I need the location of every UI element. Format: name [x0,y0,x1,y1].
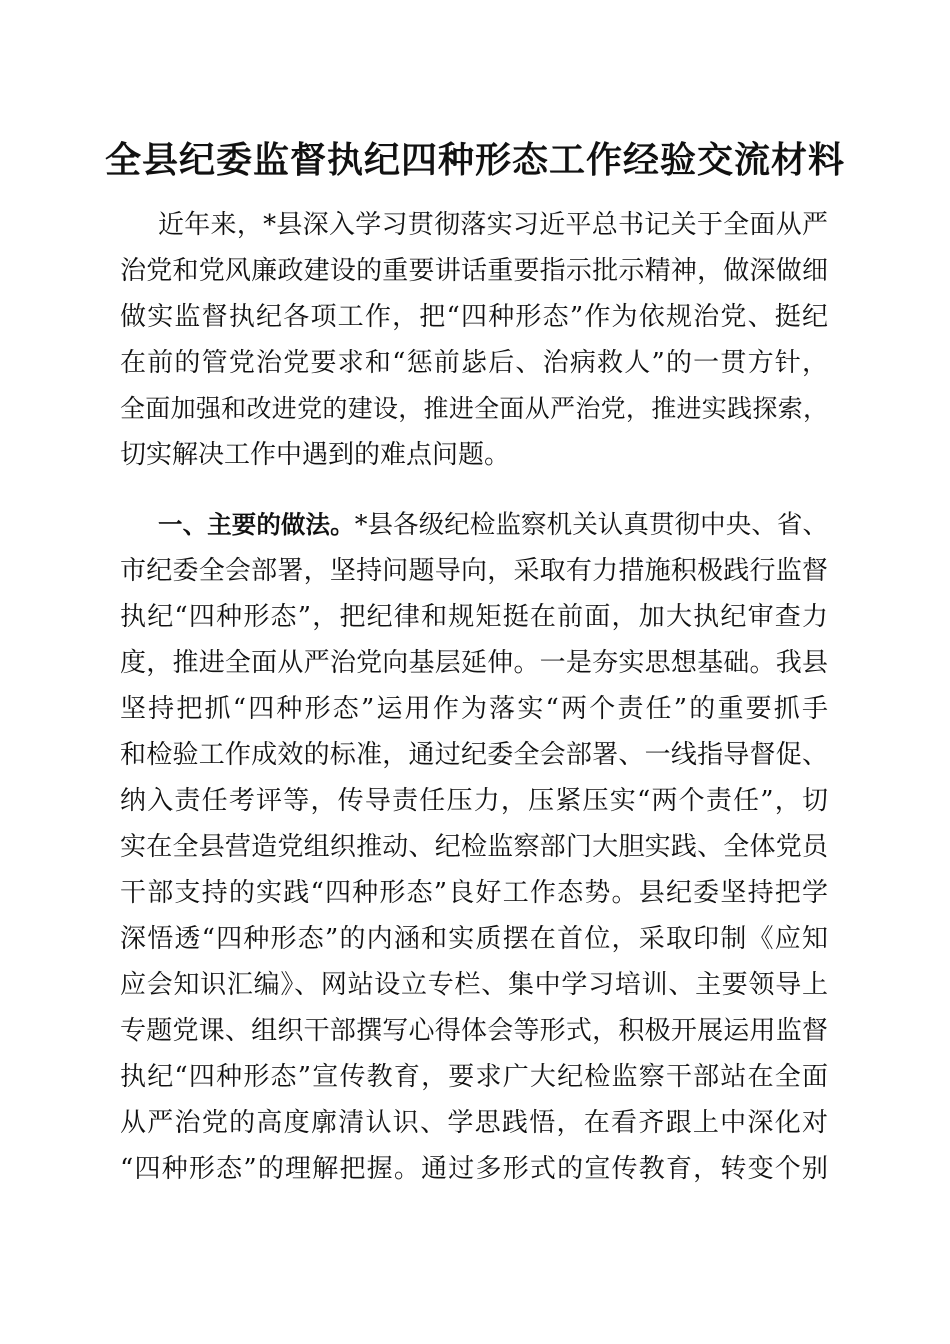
intro-line: 治党和党风廉政建设的重要讲话重要指示批示精神，做深做细 [120,256,828,286]
body-line: 专题党课、组织干部撰写心得体会等形式，积极开展运用监督 [120,1016,828,1046]
body-line: 纳入责任考评等，传导责任压力，压紧压实“两个责任”，切 [120,786,828,816]
body-line: “四种形态”的理解把握。通过多形式的宣传教育，转变个别 [120,1154,828,1184]
section-first-line [158,504,828,546]
body-line: 坚持把抓“四种形态”运用作为落实“两个责任”的重要抓手 [120,694,828,724]
intro-line: 在前的管党治党要求和“惩前毖后、治病救人”的一贯方针， [120,348,828,378]
body-line: 执纪“四种形态”宣传教育，要求广大纪检监察干部站在全面 [120,1062,828,1092]
section-first-line-text: *县各级纪检监察机关认真贯彻中央、省、 [354,510,828,540]
document-title: 全县纪委监督执纪四种形态工作经验交流材料 [104,139,845,181]
body-line: 从严治党的高度廓清认识、学思践悟，在看齐跟上中深化对 [120,1108,828,1138]
body-line: 应会知识汇编》、网站设立专栏、集中学习培训、主要领导上 [120,970,828,1000]
intro-line: 近年来，*县深入学习贯彻落实习近平总书记关于全面从严 [158,210,828,240]
intro-line: 做实监督执纪各项工作，把“四种形态”作为依规治党、挺纪 [120,302,828,332]
body-line: 和检验工作成效的标准，通过纪委全会部署、一线指导督促、 [120,740,828,770]
body-line: 执纪“四种形态”，把纪律和规矩挺在前面，加大执纪审查力 [120,602,828,632]
intro-line: 切实解决工作中遇到的难点问题。 [120,440,511,470]
body-line: 市纪委全会部署，坚持问题导向，采取有力措施积极践行监督 [120,556,828,586]
body-line: 实在全县营造党组织推动、纪检监察部门大胆实践、全体党员 [120,832,828,862]
intro-line: 全面加强和改进党的建设，推进全面从严治党，推进实践探索， [120,394,828,423]
body-line: 深悟透“四种形态”的内涵和实质摆在首位，采取印制《应知 [120,924,828,954]
body-line: 干部支持的实践“四种形态”良好工作态势。县纪委坚持把学 [120,878,828,908]
section-heading: 一、主要的做法。 [158,510,355,539]
body-line: 度，推进全面从严治党向基层延伸。一是夯实思想基础。我县 [120,648,828,678]
